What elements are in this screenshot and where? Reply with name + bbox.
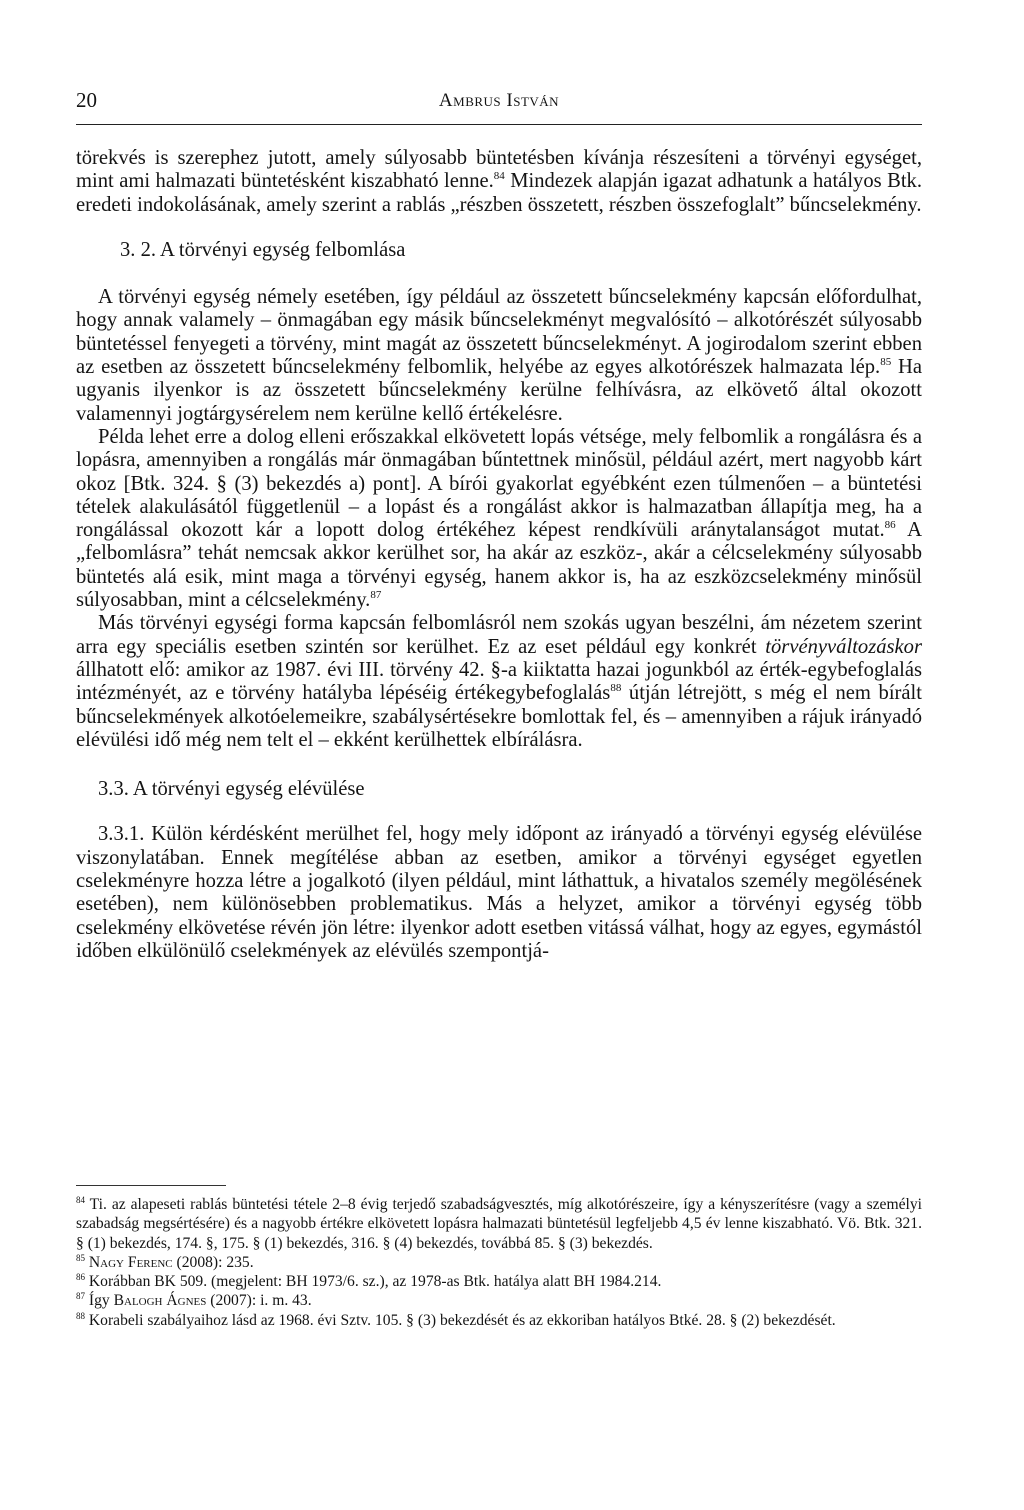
text-run: A „felbomlásra” tehát nemcsak akkor kerülhet sor, ha akár az eszköz-, akár a célcselekmény súlyosabb büntetés alá esik, mint maga a törvényi egység, hanem akkor is, ha az eszközcselekmény minősül súlyosabban, mint a célcselekmény. [76, 519, 923, 612]
text-run: Mindezek alapján igazat adhatunk a hatályos Btk. eredeti indokolásának, amely szerint a rablás „részben összetett, részben összefoglalt” bűncselekmény. [76, 170, 922, 216]
footnote-number: 88 [76, 1310, 85, 1321]
footnote-ref-84[interactable]: 84 [493, 170, 505, 183]
text-run: Más törvényi egységi forma kapcsán felbomlásról nem szokás ugyan beszélni, ám nézetem szerint arra egy speciális esetben szintén sor kerülhet. Ez az eset például egy konkrét [76, 612, 922, 658]
page-header [76, 88, 922, 118]
text-run: törekvés is szerephez jutott, amely súlyosabb büntetésben kívánja részesíteni a törvényi egységet, mint ami halmazati büntetésként kiszabható lenne. [76, 147, 922, 193]
footnote-84 [76, 1195, 922, 1253]
text-run: Ha ugyanis ilyenkor is az összetett bűncselekmény kerülne felhívásra, az elkövető által okozott valamennyi jogtárgysérelem nem kerülne kellő értékelésre. [76, 356, 922, 425]
paragraph-4 [76, 612, 922, 752]
footnote-number: 85 [76, 1252, 85, 1263]
footnote-88 [76, 1311, 922, 1330]
footnote-87 [76, 1291, 922, 1310]
paragraph-1 [76, 147, 922, 217]
paragraph-3 [76, 426, 922, 612]
section-heading-3-2-wrap [76, 239, 922, 262]
section-heading-3-3: 3.3. A törvényi egység elévülése [98, 778, 365, 801]
footnote-85 [76, 1253, 922, 1272]
footnote-ref-85[interactable]: 85 [880, 356, 892, 369]
page-number: 20 [76, 88, 97, 112]
footnote-ref-86[interactable]: 86 [884, 519, 896, 532]
footnote-rule [76, 1185, 226, 1186]
section-heading-3-3-wrap [76, 778, 922, 801]
footnote-text: (2007): i. m. 43. [206, 1292, 312, 1310]
footnotes [76, 1195, 922, 1330]
emphasis: törvényváltozáskor [765, 635, 922, 658]
paragraph-5: 3.3.1. Külön kérdésként merülhet fel, hogy mely időpont az irányadó a törvényi egység elévülése viszonylatában. Ennek megítélése abban az esetben, amikor a törvényi egységet egyetlen cselekményre hozza létre a jogalkotó (ilyen például, mint láthattuk, a hivatalos személy megölésének esetében), nem különösebben problematikus. Más a helyzet, amikor a törvényi egység több cselekmény elkövetése révén jön létre: ilyenkor adott esetben vitássá válhat, hogy az egyes, egymástól időben elkülönülő cselekmények az elévülés szempontjá- [76, 823, 922, 962]
footnote-ref-87[interactable]: 87 [370, 589, 382, 602]
footnote-text: Ti. az alapeseti rablás büntetési tétele 2–8 évig terjedő szabadságvesztés, míg alkotórészeire, így a kényszerítésre (vagy a személyi szabadság megsértésére) és a nagyobb értékre elkövetett lopásra halmazati büntetésül legfeljebb 4,5 év lenne kiszabható. Vö. Btk. 321. § (1) bekezdés, 174. §, 175. § (1) bekezdés, 316. § (4) bekezdés, továbbá 85. § (3) bekezdés. [76, 1196, 922, 1252]
text-run: állhatott elő: amikor az 1987. évi III. törvény 42. §-a kiiktatta hazai jogunkból az érték-egybefoglalás intézményét, az e törvény hatályba lépéséig értékegybefoglalás [76, 658, 922, 705]
footnote-number: 87 [76, 1291, 85, 1302]
footnote-number: 86 [76, 1272, 85, 1283]
footnote-author: Nagy Ferenc [88, 1253, 173, 1271]
running-title: Ambrus István [438, 90, 560, 111]
footnote-text: Így [85, 1292, 114, 1310]
body-text [76, 147, 922, 963]
footnote-ref-88[interactable]: 88 [610, 682, 622, 695]
footnote-number: 84 [76, 1195, 85, 1205]
text-run: útján létrejött, s még el nem bírált bűncselekmények alkotóelemeikre, szabálysértésekre bomlottak fel, és – amennyiben a rájuk irányadó elévülési idő még nem telt el – ekként kerülhettek elbírálásra. [76, 682, 922, 751]
header-rule [76, 124, 922, 125]
text-run: A törvényi egység némely esetében, így például az összetett bűncselekmény kapcsán előfordulhat, hogy annak valamely – önmagában egy másik bűncselekményt megvalósító – alkotórészét súlyosabb büntetéssel fenyegeti a törvény, mint magát az összetett bűncselekményt. A jogirodalom szerint ebben az esetben az összetett bűncselekmény felbomlik, helyébe az egyes alkotórészek halmazata lép. [76, 286, 922, 379]
text-run: Példa lehet erre a dolog elleni erőszakkal elkövetett lopás vétsége, mely felbomlik a rongálásra és a lopásra, amennyiben a rongálás már önmagában bűntettnek minősül, például azért, mert nagyobb kárt okoz [Btk. 324. § (3) bekezdés a) pont]. A bírói gyakorlat egyébként ezen túlmenően – a büntetési tételek alakulásától függetlenül – a lopást és a rongálást akkor is halmazatban állapítja meg, ha a rongálással okozott kár a lopott dolog értékéhez képest rendkívüli aránytalanságot mutat. [76, 425, 922, 542]
footnote-86 [76, 1272, 922, 1291]
section-heading-3-2: 3. 2. A törvényi egység felbomlása [120, 238, 406, 261]
footnote-text: Korabeli szabályaihoz lásd az 1968. évi Sztv. 105. § (3) bekezdését és az ekkoriban hatályos Btké. 28. § (2) bekezdését. [85, 1311, 836, 1329]
footnote-author: Balogh Ágnes [113, 1292, 207, 1310]
footnote-text: (2008): 235. [172, 1253, 254, 1271]
footnote-text: Korábban BK 509. (megjelent: BH 1973/6. sz.), az 1978-as Btk. hatálya alatt BH 1984.214. [85, 1273, 662, 1291]
paragraph-2 [76, 286, 922, 426]
